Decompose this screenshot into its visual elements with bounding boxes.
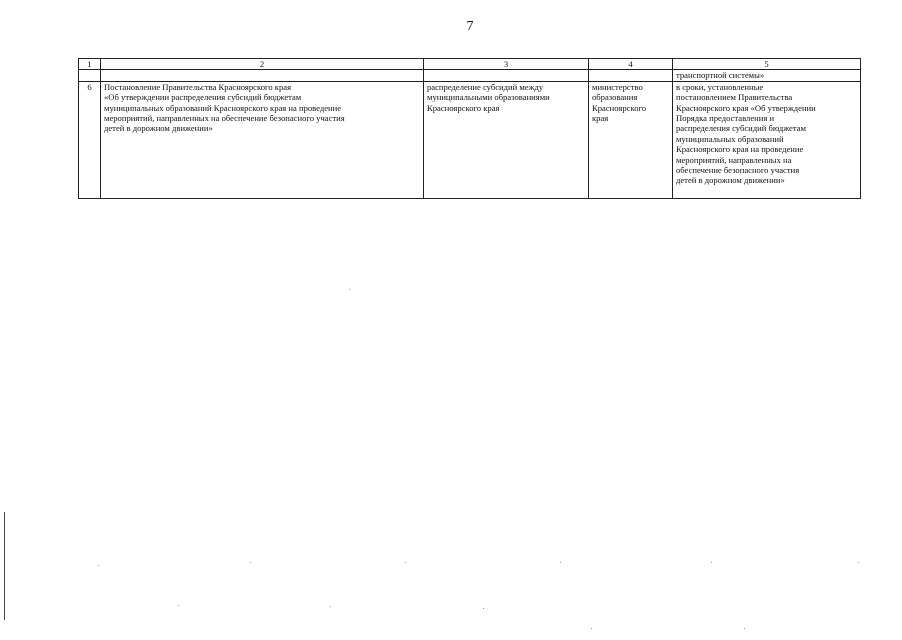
subject-line: Красноярского края	[427, 102, 500, 113]
scan-speck	[178, 605, 179, 606]
header-cell-1: 1	[79, 59, 101, 70]
scan-speck	[711, 562, 712, 563]
deadline-line: обеспечение безопасного участия	[676, 165, 800, 176]
document-table	[78, 58, 861, 199]
title-line: «Об утверждении распределения субсидий бюджетам	[104, 92, 302, 103]
table-header-row	[79, 59, 861, 70]
scan-speck	[858, 562, 859, 563]
title-line: детей в дорожном движении»	[104, 123, 213, 134]
responsible-line: образования	[592, 92, 638, 103]
scan-speck	[405, 562, 406, 563]
deadline-line: Красноярского края «Об утверждении	[676, 102, 816, 113]
scan-speck	[560, 562, 561, 563]
header-cell-5: 5	[673, 59, 861, 70]
deadline-line: Красноярского края на проведение	[676, 144, 804, 155]
header-cell-4: 4	[589, 59, 673, 70]
continuation-cell-2	[101, 70, 424, 81]
continuation-cell-5: транспортной системы»	[673, 70, 861, 81]
subject-cell	[424, 81, 589, 198]
page-number: 7	[466, 19, 474, 34]
deadline-line: детей в дорожном движении»	[676, 175, 785, 186]
table-row	[79, 81, 861, 198]
header-cell-3: 3	[424, 59, 589, 70]
header-cell-2: 2	[101, 59, 424, 70]
scan-speck	[250, 562, 251, 563]
continuation-cell-4	[589, 70, 673, 81]
responsible-line: Красноярского	[592, 102, 647, 113]
scan-speck	[591, 628, 592, 629]
deadline-line: муниципальных образований	[676, 133, 784, 144]
deadline-line: постановлением Правительства	[676, 92, 793, 103]
continuation-row	[79, 70, 861, 81]
subject-line: муниципальными образованиями	[427, 92, 550, 103]
scan-margin-line	[4, 512, 5, 620]
deadline-line: мероприятий, направленных на	[676, 154, 792, 165]
responsible-cell	[589, 81, 673, 198]
title-line: муниципальных образований Красноярского края на проведение	[104, 102, 342, 113]
subject-line: распределение субсидий между	[427, 81, 544, 92]
deadline-cell	[673, 81, 861, 198]
scan-speck	[330, 606, 331, 607]
deadline-line: Порядка предоставления и	[676, 113, 775, 124]
title-line: мероприятий, направленных на обеспечение безопасного участия	[104, 113, 345, 124]
document-title-cell	[101, 81, 424, 198]
deadline-line: распределения субсидий бюджетам	[676, 123, 806, 134]
title-line: Постановление Правительства Красноярского края	[104, 81, 292, 92]
row-number-cell: 6	[79, 81, 101, 198]
scan-speck	[349, 289, 350, 290]
responsible-line: министерство	[592, 81, 643, 92]
scan-speck	[98, 565, 99, 566]
continuation-cell-1	[79, 70, 101, 81]
responsible-line: края	[592, 113, 609, 124]
scan-speck	[744, 628, 745, 629]
continuation-cell-3	[424, 70, 589, 81]
deadline-line: в сроки, установленные	[676, 81, 764, 92]
scan-speck	[483, 608, 484, 609]
